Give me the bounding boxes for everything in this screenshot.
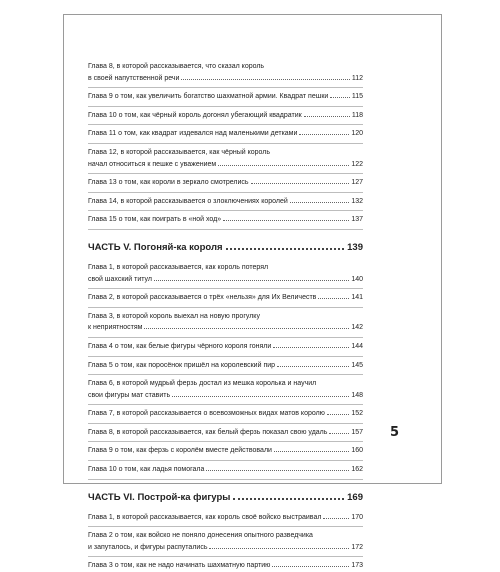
toc-entry <box>88 427 363 439</box>
toc-entry-text: Глава 9 о том, как увеличить богатство шахматной армии. Квадрат пешки <box>88 93 329 101</box>
toc-entry <box>88 560 363 572</box>
toc-entry-page: 137 <box>351 216 363 224</box>
toc-entry-text: Глава 10 о том, как ладья помогала <box>88 466 205 474</box>
toc-entry-page: 157 <box>351 428 363 436</box>
toc-entry-page: 141 <box>351 294 363 302</box>
divider <box>88 229 363 230</box>
divider <box>88 192 363 193</box>
toc-entry-text: Глава 8, в которой рассказывается, как белый ферзь показал свою удаль <box>88 428 328 436</box>
toc-entry <box>88 110 363 122</box>
dot-leader <box>304 116 350 117</box>
toc-entry-page: 170 <box>351 513 363 521</box>
toc-entry <box>88 147 363 170</box>
divider <box>88 423 363 424</box>
dot-leader <box>209 548 349 549</box>
divider <box>88 106 363 107</box>
dot-leader <box>144 328 349 329</box>
toc-entry-text: Глава 12, в которой рассказывается, как чёрный король <box>88 148 270 156</box>
divider <box>88 479 363 480</box>
dot-leader <box>223 220 349 221</box>
toc-entry-page: 132 <box>351 197 363 205</box>
divider <box>88 441 363 442</box>
toc-entry-text: Глава 1, в которой рассказывается, как король своё войско выстраивал <box>88 513 322 521</box>
toc-entry-page: 122 <box>351 160 363 168</box>
toc-entry-text: и запуталось, и фигуры распутались <box>88 543 208 551</box>
toc-entry-text: Глава 3 о том, как не надо начинать шахматную партию <box>88 562 271 570</box>
toc-entry-text: Глава 14, в которой рассказывается о злоключениях королей <box>88 197 288 205</box>
divider <box>88 556 363 557</box>
divider <box>88 143 363 144</box>
dot-leader <box>218 165 349 166</box>
dot-leader <box>233 498 344 500</box>
dot-leader <box>172 396 349 397</box>
toc-entry-page: 120 <box>351 130 363 138</box>
divider <box>88 404 363 405</box>
toc-entry-page: 145 <box>351 361 363 369</box>
toc-entry-text: к неприятностям <box>88 324 143 332</box>
toc-entry <box>88 378 363 401</box>
toc-entry <box>88 292 363 304</box>
toc-entry-text: в своей напутственной речи <box>88 74 180 82</box>
toc-entry-page: 127 <box>351 179 363 187</box>
toc-entry-page: 173 <box>351 562 363 570</box>
toc-entry-text: Глава 1, в которой рассказывается, как король потерял <box>88 263 269 271</box>
toc-entry-page: 112 <box>351 74 363 82</box>
dot-leader <box>329 433 349 434</box>
toc-entry-text: начал относиться к пешке с уважением <box>88 160 217 168</box>
toc-entry <box>88 530 363 553</box>
toc-entry-page: 148 <box>351 391 363 399</box>
divider <box>88 307 363 308</box>
section-title: ЧАСТЬ V. Погоняй-ка короля <box>88 241 223 253</box>
divider <box>88 124 363 125</box>
toc-entry-text: свой шахский титул <box>88 275 152 283</box>
toc-entry-text: Глава 15 о том, как поиграть в «ной ход» <box>88 216 222 224</box>
toc-entry <box>88 341 363 353</box>
toc-entry-text: Глава 10 о том, как чёрный король догонял убегающий квадратик <box>88 111 302 119</box>
toc-entry <box>88 360 363 372</box>
section-page: 169 <box>347 491 363 503</box>
dot-leader <box>277 366 349 367</box>
toc-entry-page: 142 <box>351 324 363 332</box>
section-title: ЧАСТЬ VI. Построй-ка фигуры <box>88 491 231 503</box>
divider <box>88 173 363 174</box>
toc-entry-page: 172 <box>351 543 363 551</box>
toc-entry-page: 152 <box>351 410 363 418</box>
dot-leader <box>299 134 349 135</box>
divider <box>88 374 363 375</box>
toc-entry-text: Глава 11 о том, как квадрат издевался над маленькими детками <box>88 130 298 138</box>
section-page: 139 <box>347 241 363 253</box>
toc-entry <box>88 61 363 84</box>
divider <box>88 288 363 289</box>
toc-entry-text: Глава 5 о том, как поросёнок пришёл на королевский пир <box>88 361 276 369</box>
dot-leader <box>226 248 345 250</box>
toc-entry-text: Глава 3, в которой король выехал на новую прогулку <box>88 312 260 320</box>
page-number: 5 <box>390 425 400 440</box>
dot-leader <box>290 202 350 203</box>
toc-entry-text: Глава 8, в которой рассказывается, что сказал король <box>88 63 265 70</box>
toc-entry <box>88 512 363 524</box>
dot-leader <box>323 518 349 519</box>
toc-entry-text: Глава 9 о том, как ферзь с королём вместе действовали <box>88 447 272 455</box>
dot-leader <box>274 451 349 452</box>
toc-entry <box>88 445 363 457</box>
divider <box>88 87 363 88</box>
divider <box>88 337 363 338</box>
toc-entry <box>88 262 363 285</box>
divider <box>88 356 363 357</box>
toc-entry-text: Глава 2 о том, как войско не поняло донесения опытного разведчика <box>88 532 313 540</box>
toc-entry <box>88 196 363 208</box>
table-of-contents <box>88 61 363 572</box>
dot-leader <box>318 298 349 299</box>
dot-leader <box>181 79 349 80</box>
dot-leader <box>272 566 349 567</box>
toc-entry <box>88 408 363 420</box>
toc-entry-page: 118 <box>351 111 363 119</box>
toc-entry <box>88 177 363 189</box>
section-heading <box>88 492 363 503</box>
dot-leader <box>206 470 349 471</box>
divider <box>88 210 363 211</box>
toc-entry-text: Глава 6, в которой мудрый ферзь достал из мешка королька и научил <box>88 380 317 388</box>
divider <box>88 460 363 461</box>
toc-entry-page: 160 <box>351 447 363 455</box>
toc-entry-text: Глава 2, в которой рассказывается о трёх «нельзя» для Их Величеств <box>88 294 317 302</box>
dot-leader <box>330 97 350 98</box>
toc-entry-page: 144 <box>351 342 363 350</box>
toc-entry <box>88 128 363 140</box>
dot-leader <box>251 183 350 184</box>
toc-entry <box>88 91 363 103</box>
toc-entry <box>88 311 363 334</box>
toc-entry-page: 140 <box>351 275 363 283</box>
toc-entry-text: свои фигуры мат ставить <box>88 391 171 399</box>
section-heading <box>88 242 363 253</box>
toc-entry-text: Глава 7, в которой рассказывается о всевозможных видах матов королю <box>88 410 325 418</box>
toc-entry-page: 115 <box>351 93 363 101</box>
toc-entry <box>88 464 363 476</box>
toc-entry <box>88 214 363 226</box>
divider <box>88 526 363 527</box>
toc-entry-text: Глава 13 о том, как короли в зеркало смотрелись <box>88 179 249 187</box>
dot-leader <box>327 414 349 415</box>
toc-entry-page: 162 <box>351 466 363 474</box>
toc-entry-text: Глава 4 о том, как белые фигуры чёрного короля гоняли <box>88 342 272 350</box>
dot-leader <box>154 280 349 281</box>
dot-leader <box>273 347 349 348</box>
